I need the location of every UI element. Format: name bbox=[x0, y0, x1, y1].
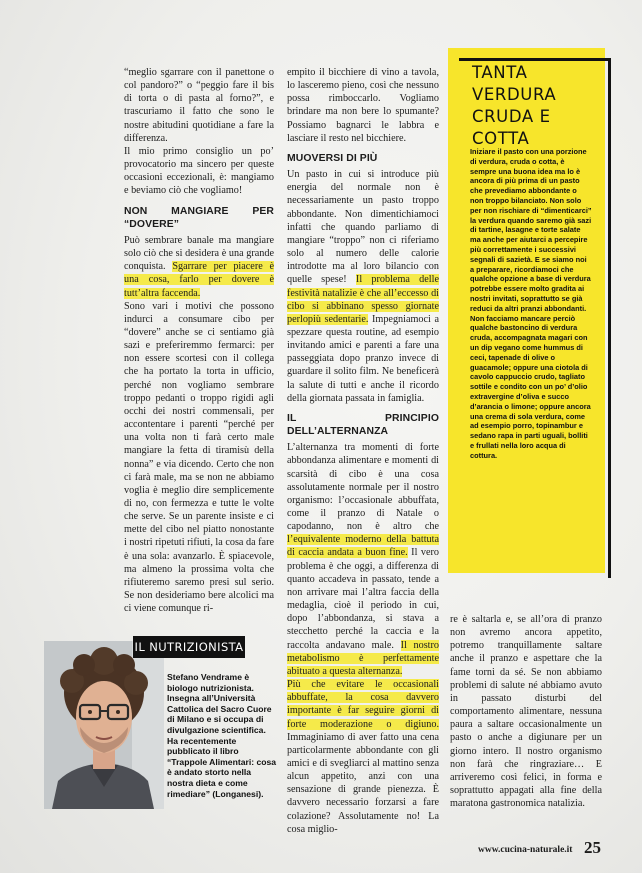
paragraph-text: Impegniamoci a spezzare questa routine, ad esempio invitando amici e parenti a fare una passeggiata dopo pranzo invece di guardare il solito film. Ne beneficerà la salute di tutti e anche il ricordo della giornata passata in famiglia. bbox=[287, 313, 439, 404]
highlighted-text: Più che evitare le occasionali abbuffate, la cosa davvero importante è far seguire giorni di forte moderazione o digiuno. bbox=[287, 679, 439, 730]
sidebar-title: TANTA VERDURA CRUDA E COTTA bbox=[472, 63, 557, 148]
nutritionist-photo bbox=[44, 641, 164, 809]
highlighted-text: Il problema delle festività natalizie è che all’eccesso di cibo si abbinano spesso giornate perlopiù sedentarie. bbox=[287, 274, 439, 325]
section-heading: NON MANGIARE PER “DOVERE” bbox=[124, 205, 274, 230]
portrait-illustration bbox=[44, 641, 164, 809]
section-heading: MUOVERSI DI PIÙ bbox=[287, 152, 378, 164]
paragraph: re è saltarla e, se all’ora di pranzo non avremo ancora appetito, potremo tranquillamente saltare anche il pranzo e aspettare che la fame torni da sé. Se non abbiamo problemi di salute né abbiamo avuto in passato disturbi del comportamento alimentare, nessuna paura a saltare occasionalmente un pasto o anche a digiunare per un giorno intero. Il nostro organismo non farà che ringraziare… E arriveremo così felici, in forma e soprattutto appagati alla fine della maratona gastronomica natalizia. bbox=[450, 614, 602, 810]
article-column-1 bbox=[124, 66, 274, 615]
highlighted-text: Il nostro metabolismo è perfettamente abituato a questa alternanza. bbox=[287, 639, 439, 677]
paragraph-text: Il vero problema è che oggi, a differenza di quanto accadeva in passato, tende a non arrivare mai l’altra faccia della medaglia, cioè il periodo in cui, dopo l’abbondanza, si stava a stecchetto perché la caccia e la raccolta andavano male. bbox=[287, 547, 439, 651]
paragraph bbox=[287, 168, 439, 405]
paragraph: empito il bicchiere di vino a tavola, lo lasceremo pieno, così che nessuno possa rimboccarlo. Vogliamo brindare ma non bere lo spumante? Possiamo bagnarci le labbra e lasciare il resto nel bicchiere. bbox=[287, 67, 439, 144]
nutritionist-bio: Stefano Vendrame è biologo nutrizionista. Insegna all’Università Cattolica del Sacro Cuore di Milano e si occupa di divulgazione scientifica. Ha recentemente pubblicato il libro “Trappole Alimentari: cosa è andato storto nella nostra dieta e come rimediare” (Longanesi). bbox=[167, 672, 277, 799]
paragraph-text: Può sembrare banale ma mangiare solo ciò che si desidera è una grande conquista. bbox=[124, 234, 274, 273]
paragraph bbox=[287, 678, 439, 836]
paragraph-text: Immaginiamo di aver fatto una cena particolarmente abbondante con gli amici e di svegliarci al mattino senza alcun appetito, anzi con una sensazione di grande pienezza. È davvero necessario forzarsi a fare colazione? Assolutamente no! La cosa miglio- bbox=[287, 731, 439, 835]
paragraph-text: Un pasto in cui si introduce più energia del normale non è necessariamente un pasto troppo abbondante. Non dimentichiamoci infatti che quando parliamo di mangiare “troppo” non ci riferiamo solo al numero delle calorie introdotte ma al loro bilancio con quelle spese! bbox=[287, 169, 439, 286]
highlighted-text: Sgarrare per piacere è una cosa, farlo per dovere è tutt’altra faccenda. bbox=[124, 261, 275, 299]
paragraph: Sono vari i motivi che possono indurci a consumare cibo per “dovere” anche se ci sentiamo già sazi e preferiremmo fermarci: per non essere scortesi con il collega che ha portato la torta in ufficio, perché non vogliamo sembrare troppo pedanti o troppo rigidi agli occhi dei nostri commensali, per accontentare i parenti “perché per una volta non ti farà certo male mangiare la fetta di tiramisù della nonna” e via dicendo. Certo che non ci farà male, ma se non ne abbiamo voglia è meglio dire semplicemente di no, con fermezza e tutte le volte che serve. Se un parente insiste e ci mette del cibo nel piatto nonostante i nostri ripetuti rifiuti, la cosa da fare è una sola: avanzarlo. È spiacevole, ma almeno la prossima volta che rifiuteremo saremo presi sul serio. Se non desideriamo bere alcolici ma ci viene comunque ri- bbox=[124, 300, 274, 615]
nutritionist-badge: IL NUTRIZIONISTA bbox=[133, 636, 245, 658]
paragraph bbox=[287, 441, 439, 678]
paragraph-text: L’alternanza tra momenti di forte abbondanza alimentare e momenti di scarsità di cibo è una cosa assolutamente normale per il nostro organismo: l’occasionale abbuffata, come il pranzo di Natale o capodanno, non è altro che bbox=[287, 442, 439, 533]
highlighted-text: l’equivalente moderno della battuta di caccia andata a buon fine. bbox=[287, 534, 439, 559]
sidebar-body: Iniziare il pasto con una porzione di verdura, cruda o cotta, è sempre una buona idea ma lo è ancora di più prima di un pasto che prevediamo abbondante o non troppo bilanciato. Non solo per non rischiare di “dimenticarci” la verdura quando saremo già sazi di tartine, lasagne e torte salate ma anche per aiutarci a percepire più correttamente i successivi segnali di sazietà. E se siamo noi a preparare, ricordiamoci che qualche opzione a base di verdura potrebbe essere molto gradita ai nostri invitati, soprattutto se già reduci da altri pranzi abbondanti. Non facciamo mancare perciò qualche bastoncino di verdura cruda, accompagnata magari con un dip vegano come hummus di ceci, tapenade di olive o guacamole; oppure una ciotola di cavolo cappuccio crudo, tagliato sottile e condito con un po’ d’olio extravergine d’oliva e succo d’arancia o limone; oppure ancora una crema di sola verdura, come ad esempio porro, topinambur e sedano rapa in parti uguali, bolliti e frullati nella loro acqua di cottura. bbox=[470, 147, 592, 460]
section-heading: IL PRINCIPIO DELL’ALTERNANZA bbox=[287, 412, 439, 438]
paragraph: Il mio primo consiglio un po’ provocatorio ma sincero per queste occasioni eccezionali, è: mangiamo e beviamo ciò che vogliamo! bbox=[124, 145, 274, 197]
footer-url: www.cucina-naturale.it bbox=[478, 845, 573, 855]
article-column-3 bbox=[450, 613, 602, 810]
page-number: 25 bbox=[584, 838, 601, 857]
paragraph bbox=[124, 234, 274, 300]
article-column-2 bbox=[287, 66, 439, 836]
paragraph: “meglio sgarrare con il panettone o col pandoro?” o “peggio fare il bis di torta o di pasta al forno?”, e trascuriamo il fatto che sono le nostre abitudini quotidiane a fare la differenza. bbox=[124, 67, 274, 144]
